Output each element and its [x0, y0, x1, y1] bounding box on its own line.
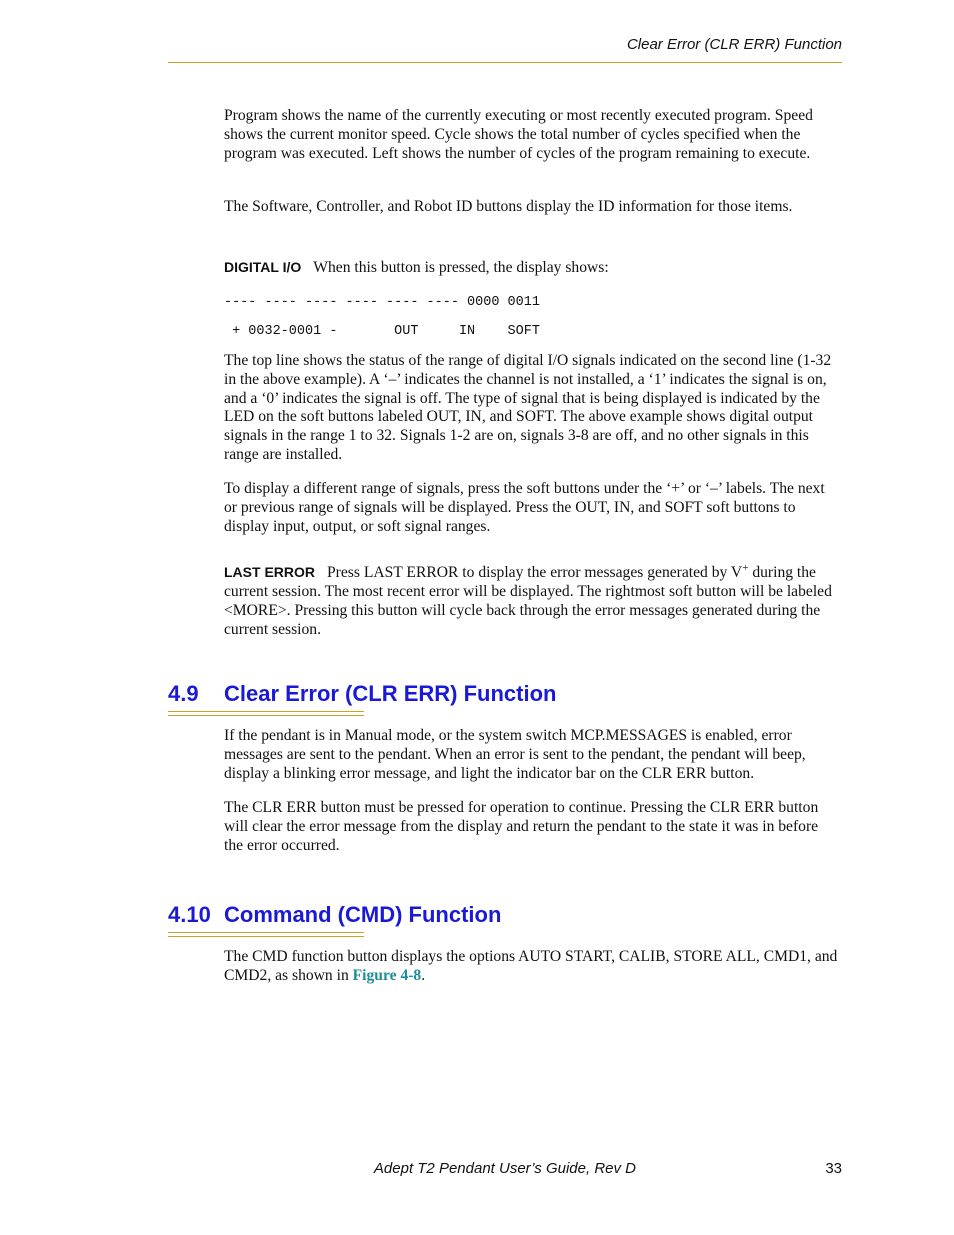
section-number: 4.10	[168, 902, 211, 927]
running-header: Clear Error (CLR ERR) Function	[626, 36, 842, 53]
header-rule	[168, 62, 842, 63]
last-error-label: LAST ERROR	[224, 564, 315, 581]
paragraph-io-explanation: The top line shows the status of the range of digital I/O signals indicated on the second line (1-32 in the above example). A ‘–’ indicates the channel is not installed, a ‘1’ indicates the signal is on, and a ‘0’ indicates the signal is off. The type of signal that is being displayed is indicated by the LED on the soft buttons labeled OUT, IN, and SOFT. The above example shows digital output signals in the range 1 to 32. Signals 1-2 are on, signals 3-8 are off, and no other signals in this range are installed.	[224, 352, 832, 463]
section-title: Command (CMD) Function	[224, 902, 502, 927]
cmd-text-a: The CMD function button displays the options AUTO START, CALIB, STORE ALL, CMD1, and CMD2, as shown in	[224, 948, 838, 984]
paragraph-last-error	[224, 559, 840, 639]
paragraph-cmd-function	[224, 948, 840, 986]
last-error-text-b: during the current session. The most recent error will be displayed. The rightmost soft button will be labeled <MORE>. Pressing this button will cycle back through the error messages generated during the current session.	[224, 564, 832, 638]
paragraph-io-range: To display a different range of signals, press the soft buttons under the ‘+’ or ‘–’ labels. The next or previous range of signals will be displayed. Press the OUT, IN, and SOFT soft buttons to display input, output, or soft signal ranges.	[224, 480, 825, 535]
section-title: Clear Error (CLR ERR) Function	[224, 681, 557, 706]
digital-io-text: When this button is pressed, the display shows:	[313, 259, 609, 276]
paragraph-digital-io	[224, 258, 840, 278]
display-line-2: + 0032-0001 - OUT IN SOFT	[224, 324, 540, 339]
cmd-text-b: .	[421, 966, 426, 984]
section-number: 4.9	[168, 681, 199, 706]
footer-page-number: 33	[825, 1160, 842, 1177]
paragraph-program-status: Program shows the name of the currently executing or most recently executed program. Speed shows the current monitor speed. Cycle shows the total number of cycles specified when the program was executed. Left shows the number of cycles of the program remaining to execute.	[224, 107, 813, 162]
digital-io-label: DIGITAL I/O	[224, 259, 302, 275]
last-error-superscript: +	[742, 562, 749, 574]
figure-4-8-link[interactable]: Figure 4-8	[352, 966, 422, 984]
heading-rule-4-10	[168, 932, 364, 937]
section-heading-4-9	[168, 681, 556, 707]
display-line-1: ---- ---- ---- ---- ---- ---- 0000 0011	[224, 295, 540, 310]
heading-rule-4-9	[168, 711, 364, 716]
last-error-text-a: Press LAST ERROR to display the error messages generated by V	[327, 564, 743, 582]
paragraph-clr-err-1: If the pendant is in Manual mode, or the system switch MCP.MESSAGES is enabled, error messages are sent to the pendant. When an error is sent to the pendant, the pendant will beep, display a blinking error message, and light the indicator bar on the CLR ERR button.	[224, 727, 806, 782]
paragraph-id-buttons: The Software, Controller, and Robot ID buttons display the ID information for those items.	[224, 198, 793, 215]
section-heading-4-10	[168, 902, 501, 928]
paragraph-clr-err-2: The CLR ERR button must be pressed for operation to continue. Pressing the CLR ERR button will clear the error message from the display and return the pendant to the state it was in before the error occurred.	[224, 799, 819, 854]
footer-guide-title: Adept T2 Pendant User’s Guide, Rev D	[373, 1160, 636, 1177]
